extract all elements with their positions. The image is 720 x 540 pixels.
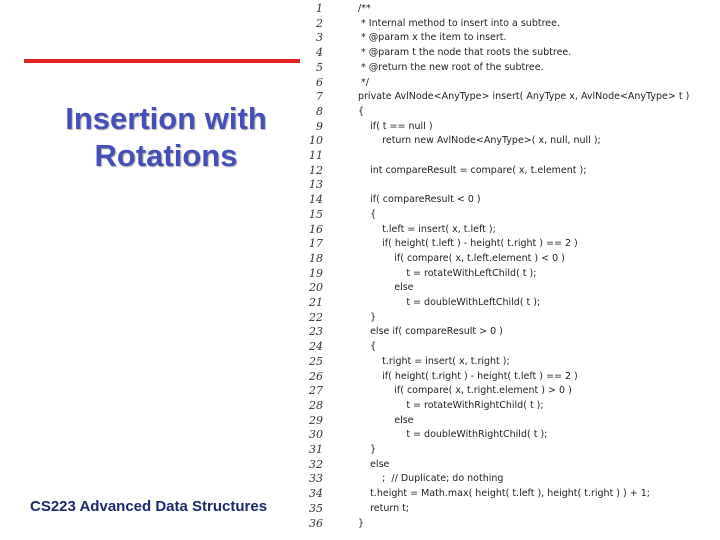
code-line	[306, 90, 716, 105]
code-line	[306, 105, 716, 120]
code-text: * @param t the node that roots the subtree.	[358, 47, 572, 59]
code-listing	[306, 2, 716, 536]
code-text: else	[358, 414, 414, 426]
code-text: return new AvlNode<AnyType>( x, null, null );	[358, 135, 601, 147]
code-text: * @param x the item to insert.	[358, 32, 507, 44]
code-text: t = rotateWithLeftChild( t );	[358, 267, 537, 279]
code-line	[306, 193, 716, 208]
code-text: t.left = insert( x, t.left );	[358, 223, 496, 235]
code-text: t.height = Math.max( height( t.left ), height( t.right ) ) + 1;	[358, 488, 650, 500]
line-number: 35	[309, 501, 323, 515]
code-text: }	[358, 444, 377, 455]
line-number: 26	[309, 369, 323, 383]
code-line	[306, 252, 716, 267]
line-number: 30	[309, 428, 323, 442]
code-line	[306, 472, 716, 487]
code-line	[306, 296, 716, 311]
line-number: 18	[309, 251, 323, 265]
line-number: 4	[316, 46, 323, 60]
code-text: private AvlNode<AnyType> insert( AnyType x, AvlNode<AnyType> t )	[358, 91, 690, 103]
line-number: 19	[309, 266, 323, 280]
code-text: ; // Duplicate; do nothing	[358, 473, 504, 485]
code-line	[306, 31, 716, 46]
code-line	[306, 384, 716, 399]
code-line	[306, 76, 716, 91]
line-number: 2	[316, 16, 323, 30]
code-line	[306, 134, 716, 149]
code-line	[306, 399, 716, 414]
code-text: return t;	[358, 502, 410, 514]
code-line	[306, 502, 716, 517]
code-line	[306, 311, 716, 326]
line-number: 6	[316, 75, 323, 89]
code-line	[306, 325, 716, 340]
code-line	[306, 46, 716, 61]
code-text: }	[358, 311, 377, 323]
code-line	[306, 120, 716, 135]
code-text: else	[358, 458, 390, 470]
code-line	[306, 517, 716, 532]
code-line	[306, 223, 716, 238]
code-text: t = rotateWithRightChild( t );	[358, 399, 544, 411]
line-number: 8	[316, 104, 323, 118]
code-text: if( compare( x, t.right.element ) > 0 )	[358, 385, 572, 397]
code-text: * @return the new root of the subtree.	[358, 61, 544, 73]
slide-title-line-2: Rotations	[94, 138, 238, 173]
code-text: }	[358, 517, 365, 529]
code-line	[306, 428, 716, 443]
line-number: 36	[309, 516, 323, 530]
line-number: 23	[309, 325, 323, 339]
slide-title-line-1: Insertion with	[65, 101, 267, 136]
code-line	[306, 208, 716, 223]
line-number: 32	[309, 457, 323, 471]
code-line	[306, 178, 716, 193]
slide-footer: CS223 Advanced Data Structures	[30, 498, 268, 515]
line-number: 31	[309, 443, 323, 456]
code-text: {	[358, 105, 365, 117]
line-number: 17	[309, 237, 323, 251]
line-number: 22	[309, 310, 323, 324]
code-line	[306, 340, 716, 355]
code-text: int compareResult = compare( x, t.element );	[358, 164, 587, 176]
line-number: 1	[316, 2, 323, 15]
code-text: if( t == null )	[358, 120, 433, 132]
code-line	[306, 17, 716, 32]
slide-title	[26, 100, 306, 174]
line-number: 12	[309, 163, 323, 177]
code-line	[306, 487, 716, 502]
line-number: 34	[309, 487, 323, 501]
code-text: t = doubleWithRightChild( t );	[358, 429, 548, 441]
code-text: else if( compareResult > 0 )	[358, 326, 503, 338]
line-number: 5	[316, 60, 323, 74]
line-number: 24	[309, 340, 323, 354]
code-text: if( height( t.left ) - height( t.right ) == 2 )	[358, 238, 578, 250]
code-line	[306, 164, 716, 179]
code-line	[306, 2, 716, 17]
line-number: 15	[309, 207, 323, 221]
code-line	[306, 237, 716, 252]
line-number: 21	[309, 296, 323, 309]
code-text: {	[358, 208, 377, 220]
code-text: {	[358, 341, 377, 353]
code-text: * Internal method to insert into a subtree.	[358, 17, 560, 29]
code-line	[306, 355, 716, 370]
line-number: 16	[309, 222, 323, 236]
code-text: if( compareResult < 0 )	[358, 194, 481, 206]
code-text: t = doubleWithLeftChild( t );	[358, 297, 541, 308]
code-text: /**	[358, 3, 371, 14]
title-accent-bar	[24, 59, 300, 63]
code-text: if( compare( x, t.left.element ) < 0 )	[358, 252, 565, 264]
code-line	[306, 414, 716, 429]
line-number: 28	[309, 398, 323, 412]
line-number: 10	[309, 134, 323, 148]
code-text: else	[358, 282, 414, 294]
line-number: 13	[309, 178, 323, 192]
line-number: 25	[309, 354, 323, 368]
code-line	[306, 267, 716, 282]
line-number: 14	[309, 193, 323, 207]
line-number: 27	[309, 384, 323, 398]
code-line	[306, 281, 716, 296]
code-line	[306, 443, 716, 458]
code-line	[306, 149, 716, 164]
line-number: 20	[309, 281, 323, 295]
code-line	[306, 370, 716, 385]
code-line	[306, 458, 716, 473]
code-text: if( height( t.right ) - height( t.left ) == 2 )	[358, 370, 578, 382]
line-number: 3	[316, 31, 323, 45]
code-text: t.right = insert( x, t.right );	[358, 355, 510, 367]
line-number: 7	[316, 90, 323, 104]
line-number: 9	[316, 119, 323, 133]
line-number: 11	[309, 149, 323, 162]
code-line	[306, 61, 716, 76]
line-number: 33	[309, 472, 323, 486]
code-text: */	[358, 76, 369, 88]
line-number: 29	[309, 413, 323, 427]
